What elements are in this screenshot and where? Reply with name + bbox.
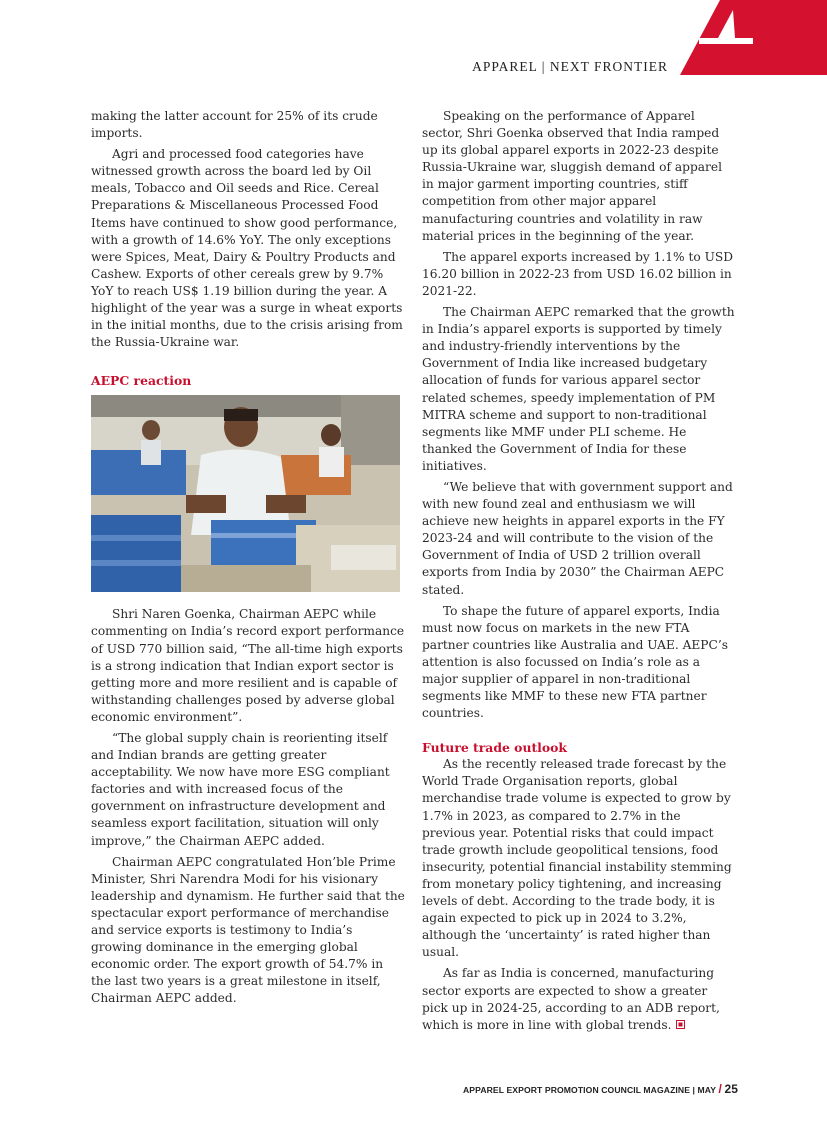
page-number: 25 xyxy=(724,1082,738,1096)
right-column xyxy=(422,108,737,1038)
magazine-logo-icon xyxy=(677,0,827,75)
paragraph: As the recently released trade forecast by the World Trade Organisation reports, global merchandise trade volume is expected to grow by 1.7% in 2023, as compared to 2.7% in the previous year. Potential risks that could impact trade growth include geopolitical tensions, food insecurity, potential financial instability stemming from monetary policy tightening, and increasing levels of debt. According to the trade body, it is again expected to pick up in 2024 to 3.2%, although the ‘uncertainty’ is rated higher than usual. xyxy=(422,757,732,960)
section-title: APPAREL | NEXT FRONTIER xyxy=(472,59,668,74)
paragraph-text: As far as India is concerned, manufacturing sector exports are expected to show a greater pick up in 2024-25, according to an ADB report, which is more in line with global trends. xyxy=(422,966,720,1032)
paragraph: The apparel exports increased by 1.1% to USD 16.20 billion in 2022-23 from USD 16.02 billion in 2021-22. xyxy=(422,249,734,298)
paragraph: Shri Naren Goenka, Chairman AEPC while commenting on India’s record export performance of USD 770 billion said, “The all-time high exports is a strong indication that Indian export sector is getting more and more resilient and is capable of withstanding challenges posed by adverse global economic environment”. xyxy=(91,607,405,724)
paragraph: To shape the future of apparel exports, India must now focus on markets in the new FTA partner countries like Australia and UAE. AEPC’s attention is also focussed on India’s role as a major supplier of apparel in non-traditional segments like MMF to these new FTA partner countries. xyxy=(422,603,728,721)
end-of-article-icon xyxy=(676,1020,685,1029)
page-footer xyxy=(400,1082,738,1096)
paragraph: Speaking on the performance of Apparel sector, Shri Goenka observed that India ramped up its global apparel exports in 2022-23 despite Russia-Ukraine war, sluggish demand of apparel in major garment importing countries, stiff competition from other major apparel manufacturing countries and volatility in raw material prices in the beginning of the year. xyxy=(422,109,722,243)
factory-workers-photo xyxy=(91,395,400,592)
paragraph: Chairman AEPC congratulated Hon’ble Prime Minister, Shri Narendra Modi for his visionary leadership and dynamism. He further said that the spectacular export performance of merchandise and service exports is testimony to India’s growing dominance in the emerging global economic order. The export growth of 54.7% in the last two years is a great milestone in itself, Chairman AEPC added. xyxy=(91,854,405,1006)
paragraph xyxy=(422,965,737,1033)
paragraph: The Chairman AEPC remarked that the growth in India’s apparel exports is supported by timely and industry-friendly interventions by the Government of India like increased budgetary allocation of funds for various apparel sector related schemes, speedy implementation of PM MITRA scheme and support to non-traditional segments like MMF under PLI scheme. He thanked the Government of India for these initiatives. xyxy=(422,305,735,473)
paragraph: “The global supply chain is reorienting itself and Indian brands are getting greater acceptability. We now have more ESG compliant factories and with increased focus of the government on infrastructure development and seamless export facilitation, situation will only improve,” the Chairman AEPC added. xyxy=(91,730,390,848)
paragraph: making the latter account for 25% of its crude imports. xyxy=(91,109,378,141)
left-column xyxy=(91,108,406,1011)
paragraph: Agri and processed food categories have witnessed growth across the board led by Oil meals, Tobacco and Oil seeds and Rice. Cereal Preparations & Miscellaneous Processed Food Items have continued to show good performance, with a growth of 14.6% YoY. The only exceptions were Spices, Meat, Dairy & Poultry Products and Cashew. Exports of other cereals grew by 9.7% YoY to reach US$ 1.19 billion during the year. A highlight of the year was a surge in wheat exports in the initial months, due to the crisis arising from the Russia-Ukraine war. xyxy=(91,147,403,350)
section-heading: Future trade outlook xyxy=(422,740,568,756)
section-heading: AEPC reaction xyxy=(91,373,192,389)
publication-name: APPAREL EXPORT PROMOTION COUNCIL MAGAZINE | MAY xyxy=(462,1085,716,1095)
footer-separator: / xyxy=(718,1082,722,1096)
paragraph: “We believe that with government support and with new found zeal and enthusiasm we will achieve new heights in apparel exports in the FY 2023-24 and will contribute to the vision of the Government of India of USD 2 trillion overall exports from India by 2030” the Chairman AEPC stated. xyxy=(422,479,733,597)
